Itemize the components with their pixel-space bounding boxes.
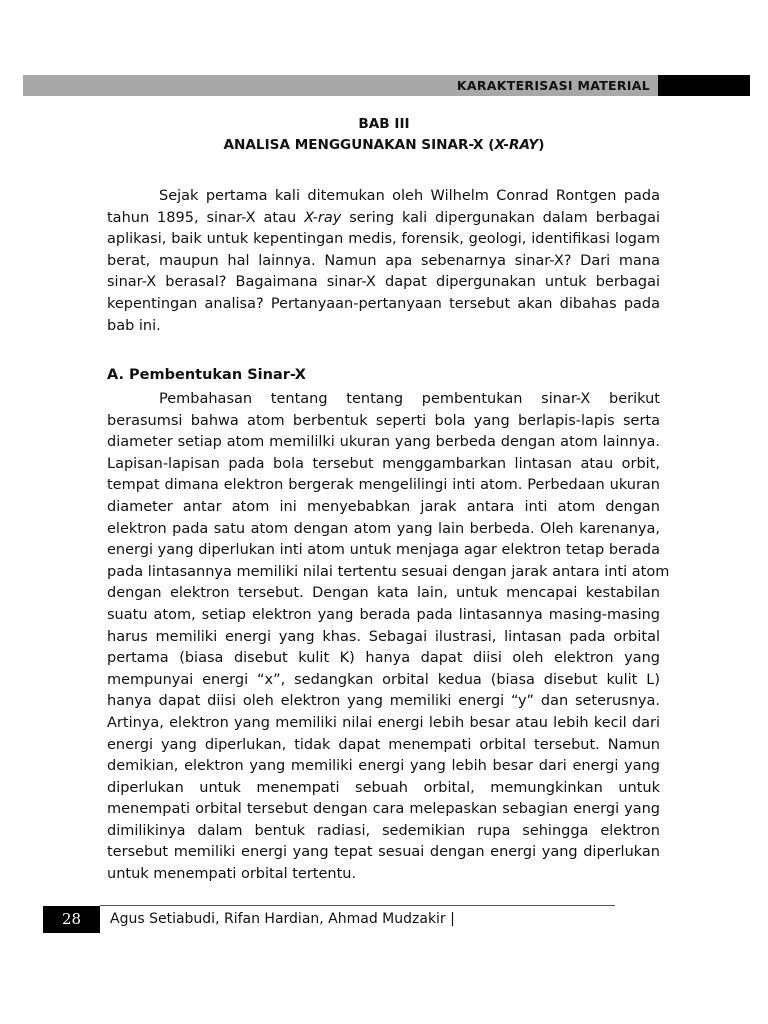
paragraph-line: sinar-X berasal? Bagaimana sinar-X dapat dipergunakan untuk berbagai	[107, 274, 660, 291]
paragraph-line: untuk menempati orbital tertentu.	[107, 866, 357, 883]
paragraph-line: energi yang diperlukan inti atom untuk menjaga agar elektron tetap berada	[107, 542, 660, 559]
section-heading: A. Pembentukan Sinar-X	[107, 367, 306, 383]
paragraph-line: diperlukan untuk menempati sebuah orbital, memungkinkan untuk	[107, 779, 660, 796]
chapter-title	[0, 137, 768, 153]
paragraph-line: bab ini.	[107, 317, 161, 334]
footer-authors: Agus Setiabudi, Rifan Hardian, Ahmad Mudzakir |	[110, 911, 455, 927]
paragraph-line: energi yang diperlukan, tidak dapat menempati orbital tersebut. Namun	[107, 736, 660, 753]
paragraph-line: elektron pada satu atom dengan atom yang lain berbeda. Oleh karenanya,	[107, 520, 660, 537]
paragraph-line: tersebut memiliki energi yang tepat sesuai dengan energi yang diperlukan	[107, 844, 660, 861]
section-paragraph	[107, 389, 670, 886]
line-text: sering kali dipergunakan dalam berbagai	[341, 209, 661, 226]
paragraph-line: menempati orbital tersebut dengan cara melepaskan sebagian energi yang	[107, 801, 660, 818]
paragraph-line: dengan elektron tersebut. Dengan kata lain, untuk mencapai kestabilan	[107, 585, 660, 602]
footer-divider	[100, 905, 615, 906]
running-header-title: KARAKTERISASI MATERIAL	[456, 78, 650, 93]
running-header-accent-block	[658, 75, 750, 96]
line-text: tahun 1895, sinar-X atau	[107, 209, 305, 226]
paragraph-line: demikian, elektron yang memiliki energi yang lebih besar dari energi yang	[107, 758, 660, 775]
chapter-number: BAB III	[358, 116, 410, 132]
paragraph-line: pada lintasannya memiliki nilai tertentu sesuai dengan jarak antara inti atom	[107, 563, 670, 580]
chapter-title-suffix: )	[538, 137, 545, 153]
intro-paragraph	[107, 186, 660, 337]
paragraph-line: dimilikinya dalam bentuk radiasi, sedemikian rupa sehingga elektron	[107, 822, 660, 839]
paragraph-line: Sejak pertama kali ditemukan oleh Wilhelm Conrad Rontgen pada	[159, 188, 660, 204]
paragraph-line: berat, maupun hal lainnya. Namun apa sebenarnya sinar-X? Dari mana	[107, 252, 660, 269]
chapter-title-italic: X-RAY	[494, 137, 539, 153]
paragraph-line: berasumsi bahwa atom berbentuk seperti bola yang berlapis-lapis serta	[107, 412, 660, 429]
paragraph-line: pertama (biasa disebut kulit K) hanya dapat diisi oleh elektron yang	[107, 650, 660, 667]
page-number: 28	[43, 906, 100, 933]
chapter-title-prefix: ANALISA MENGGUNAKAN SINAR-X (	[223, 137, 495, 153]
paragraph-line: suatu atom, setiap elektron yang berada pada lintasannya masing-masing	[107, 606, 660, 623]
paragraph-line	[107, 208, 660, 230]
paragraph-line: kepentingan analisa? Pertanyaan-pertanyaan tersebut akan dibahas pada	[107, 295, 660, 312]
paragraph-line: diameter antar atom ini menyebabkan jarak antara inti atom dengan	[107, 498, 660, 515]
running-header	[23, 75, 750, 96]
paragraph-line: Pembahasan tentang tentang pembentukan sinar-X berikut	[159, 391, 660, 407]
paragraph-line: tempat dimana elektron bergerak mengelilingi inti atom. Perbedaan ukuran	[107, 477, 660, 494]
paragraph-line: aplikasi, baik untuk kepentingan medis, forensik, geologi, identifikasi logam	[107, 231, 660, 248]
paragraph-line: Artinya, elektron yang memiliki nilai energi lebih besar atau lebih kecil dari	[107, 714, 660, 731]
paragraph-line: diameter setiap atom memililki ukuran yang berbeda dengan atom lainnya.	[107, 434, 660, 451]
paragraph-line: harus memiliki energi yang khas. Sebagai ilustrasi, lintasan pada orbital	[107, 628, 660, 645]
paragraph-line: hanya dapat diisi oleh elektron yang memiliki energi “y” dan seterusnya.	[107, 693, 660, 710]
line-italic-text: X-ray	[304, 209, 342, 226]
paragraph-line: Lapisan-lapisan pada bola tersebut menggambarkan lintasan atau orbit,	[107, 455, 660, 472]
paragraph-line: mempunyai energi “x”, sedangkan orbital kedua (biasa disebut kulit L)	[107, 671, 660, 688]
